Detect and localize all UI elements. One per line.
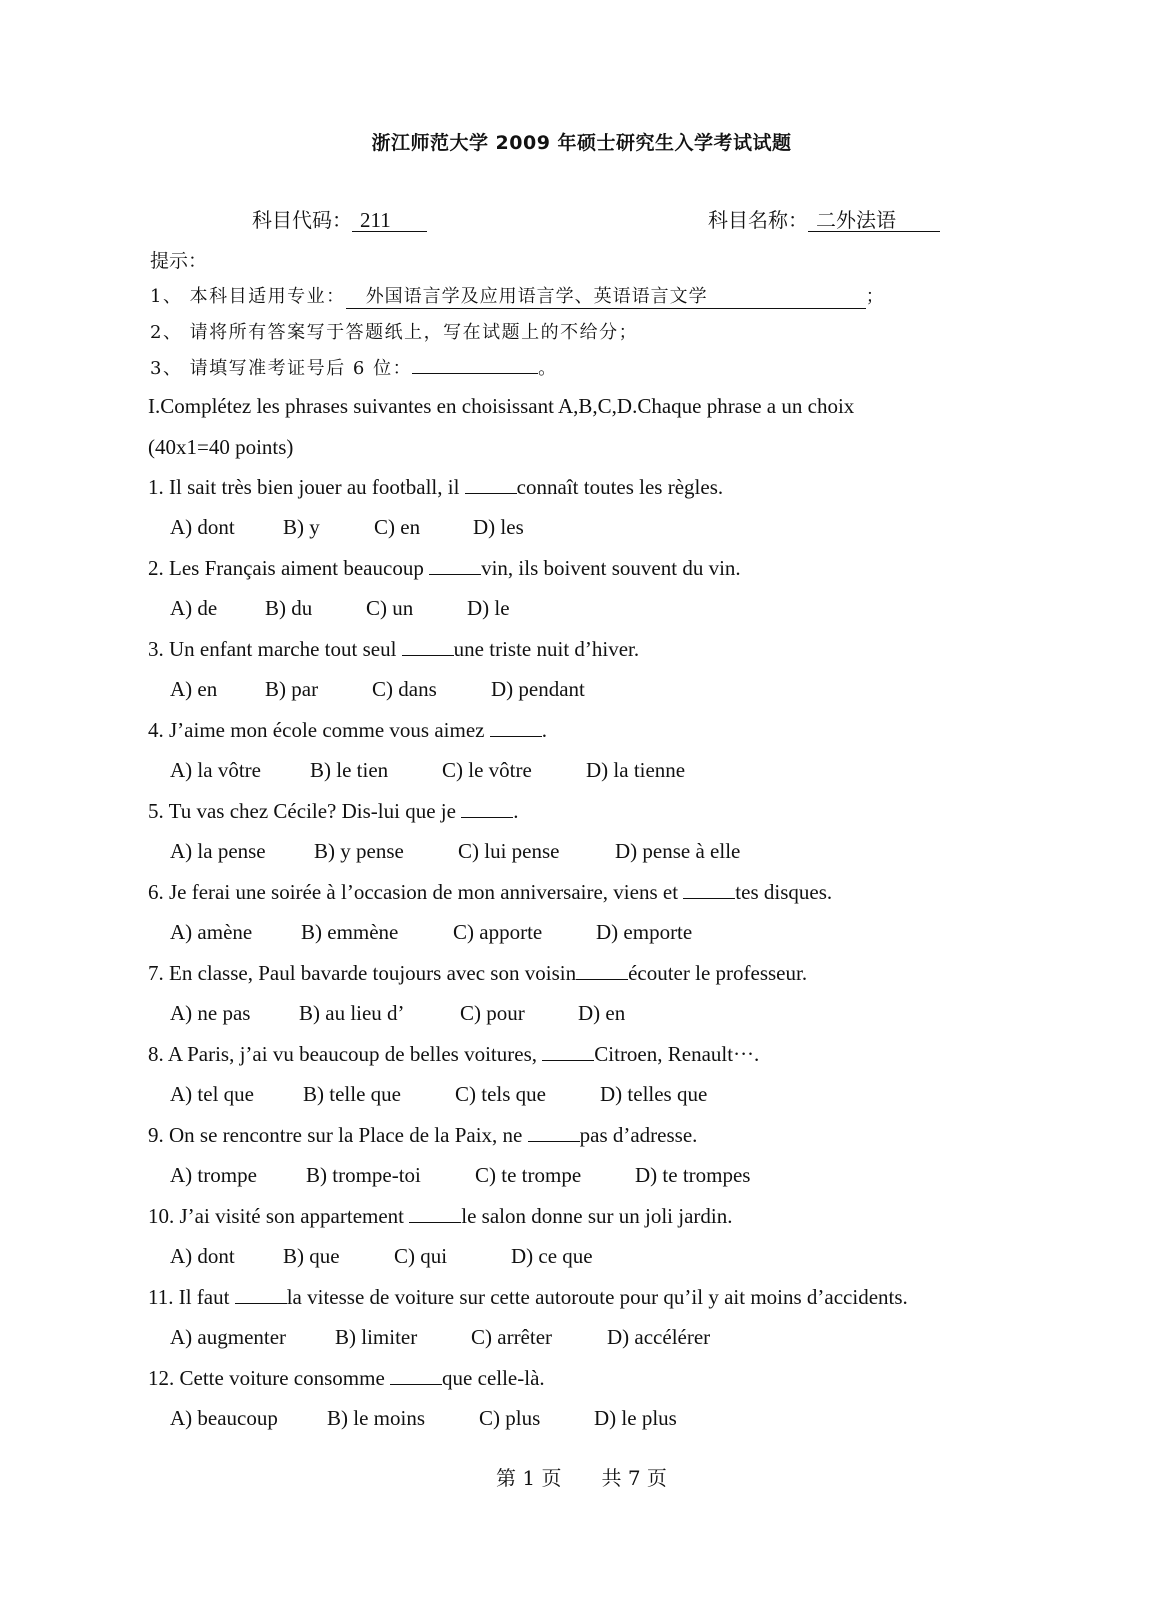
answer-blank <box>402 637 454 656</box>
answer-option[interactable]: C) un <box>366 596 414 620</box>
hint-item <box>150 354 558 380</box>
question-text <box>148 718 547 743</box>
answer-option[interactable]: B) limiter <box>335 1325 418 1349</box>
question-text-before: 11. Il faut <box>148 1285 235 1309</box>
question-text-after: écouter le professeur. <box>628 961 808 985</box>
question-text-before: 3. Un enfant marche tout seul <box>148 637 402 661</box>
answer-blank <box>235 1285 287 1304</box>
answer-option[interactable]: B) du <box>265 596 313 620</box>
exam-title: 浙江师范大学 2009 年硕士研究生入学考试试题 <box>371 132 792 154</box>
answer-option[interactable]: A) amène <box>170 920 253 944</box>
question-text-before: 1. Il sait très bien jouer au football, il <box>148 475 465 499</box>
answer-option[interactable]: B) le moins <box>327 1406 425 1430</box>
answer-blank <box>576 961 628 980</box>
answer-option[interactable]: D) ce que <box>511 1244 593 1268</box>
answer-option[interactable]: A) augmenter <box>170 1325 287 1349</box>
answer-option[interactable]: A) la vôtre <box>170 758 261 782</box>
answer-option[interactable]: C) pour <box>460 1001 525 1025</box>
section-instruction: I.Complétez les phrases suivantes en choisissant A,B,C,D.Chaque phrase a un choix <box>148 394 855 418</box>
question-text-before: 9. On se rencontre sur la Place de la Paix, ne <box>148 1123 528 1147</box>
exam-number-blank[interactable] <box>412 355 538 374</box>
question-text-after: la vitesse de voiture sur cette autoroute pour qu’il y ait moins d’accidents. <box>286 1285 908 1309</box>
answer-option[interactable]: A) dont <box>170 1244 235 1268</box>
answer-option[interactable]: B) que <box>283 1244 340 1268</box>
answer-blank <box>390 1366 442 1385</box>
answer-blank <box>429 556 481 575</box>
answer-option[interactable]: B) le tien <box>310 758 389 782</box>
answer-option[interactable]: A) ne pas <box>170 1001 251 1025</box>
question-text-after: une triste nuit d’hiver. <box>453 637 640 661</box>
question-text-before: 10. J’ai visité son appartement <box>148 1204 410 1228</box>
answer-option[interactable]: B) au lieu d’ <box>299 1001 405 1025</box>
question-text <box>148 799 518 824</box>
answer-option[interactable]: C) le vôtre <box>442 758 532 782</box>
question-text <box>148 475 723 500</box>
answer-blank <box>409 1204 461 1223</box>
answer-option[interactable]: D) le <box>467 596 510 620</box>
question-text <box>148 1285 908 1310</box>
question-text <box>148 637 639 662</box>
hint-prefix: 1、 本科目适用专业： <box>150 286 346 307</box>
question-text-before: 7. En classe, Paul bavarde toujours avec son voisin <box>148 961 577 985</box>
answer-option[interactable]: A) de <box>170 596 218 620</box>
answer-option[interactable]: B) telle que <box>303 1082 401 1106</box>
answer-option[interactable]: C) plus <box>479 1406 541 1430</box>
question-text-after: pas d’adresse. <box>579 1123 698 1147</box>
question-text <box>148 1123 697 1148</box>
hint-majors-value: 外国语言学及应用语言学、英语语言文学 <box>346 282 866 309</box>
answer-option[interactable]: D) te trompes <box>635 1163 751 1187</box>
answer-blank <box>461 799 513 818</box>
answer-option[interactable]: D) la tienne <box>586 758 686 782</box>
question-text-before: 5. Tu vas chez Cécile? Dis-lui que je <box>148 799 462 823</box>
answer-option[interactable]: D) pense à elle <box>615 839 741 863</box>
answer-option[interactable]: C) lui pense <box>458 839 560 863</box>
question-text-after: que celle-là. <box>442 1366 545 1390</box>
answer-option[interactable]: A) beaucoup <box>170 1406 278 1430</box>
question-text-before: 8. A Paris, j’ai vu beaucoup de belles voitures, <box>148 1042 543 1066</box>
answer-option[interactable]: B) emmène <box>301 920 399 944</box>
answer-option[interactable]: D) emporte <box>596 920 693 944</box>
answer-option[interactable]: C) arrêter <box>471 1325 553 1349</box>
question-text-after: connaît toutes les règles. <box>516 475 724 499</box>
subject-name-label: 科目名称： <box>708 208 808 232</box>
answer-option[interactable]: A) en <box>170 677 218 701</box>
answer-option[interactable]: D) pendant <box>491 677 585 701</box>
question-text-after: le salon donne sur un joli jardin. <box>461 1204 733 1228</box>
hint-prefix: 2、 请将所有答案写于答题纸上，写在试题上的不给分； <box>150 322 639 343</box>
page-footer: 第 1 页 共 7 页 <box>496 1466 667 1490</box>
answer-option[interactable]: B) y pense <box>314 839 404 863</box>
question-text <box>148 1204 733 1229</box>
question-text-before: 2. Les Français aiment beaucoup <box>148 556 430 580</box>
answer-option[interactable]: D) le plus <box>594 1406 677 1430</box>
question-text-before: 4. J’aime mon école comme vous aimez <box>148 718 490 742</box>
subject-name <box>708 204 940 233</box>
answer-option[interactable]: D) accélérer <box>607 1325 711 1349</box>
hint-suffix: 。 <box>538 358 558 379</box>
question-text-after: . <box>513 799 519 823</box>
answer-option[interactable]: B) par <box>265 677 319 701</box>
answer-blank <box>490 718 542 737</box>
subject-name-value: 二外法语 <box>808 209 940 232</box>
answer-option[interactable]: D) en <box>578 1001 626 1025</box>
subject-code-value: 211 <box>352 209 427 232</box>
answer-option[interactable]: C) tels que <box>455 1082 546 1106</box>
hint-suffix: ； <box>865 286 886 307</box>
answer-option[interactable]: A) la pense <box>170 839 266 863</box>
answer-option[interactable]: C) apporte <box>453 920 543 944</box>
answer-blank <box>528 1123 580 1142</box>
answer-option[interactable]: A) trompe <box>170 1163 257 1187</box>
question-text-after: . <box>541 718 547 742</box>
question-text-after: tes disques. <box>735 880 833 904</box>
question-text-after: Citroen, Renault···. <box>594 1042 760 1066</box>
answer-option[interactable]: B) trompe-toi <box>306 1163 421 1187</box>
answer-option[interactable]: C) qui <box>394 1244 448 1268</box>
answer-option[interactable]: A) tel que <box>170 1082 254 1106</box>
subject-code <box>252 204 427 233</box>
hint-prefix: 3、 请填写准考证号后 6 位： <box>150 358 413 379</box>
answer-option[interactable]: D) les <box>473 515 524 539</box>
question-text <box>148 1042 759 1067</box>
answer-option[interactable]: B) y <box>283 515 320 539</box>
answer-blank <box>542 1042 594 1061</box>
question-text <box>148 961 807 986</box>
answer-option[interactable]: C) te trompe <box>475 1163 582 1187</box>
question-text <box>148 1366 545 1391</box>
answer-option[interactable]: C) en <box>374 515 421 539</box>
hint-item <box>150 282 885 309</box>
question-text-after: vin, ils boivent souvent du vin. <box>481 556 741 580</box>
question-text-before: 12. Cette voiture consomme <box>148 1366 391 1390</box>
question-text-before: 6. Je ferai une soirée à l’occasion de mon anniversaire, viens et <box>148 880 684 904</box>
subject-code-label: 科目代码： <box>252 208 352 232</box>
answer-blank <box>465 475 517 494</box>
question-text <box>148 880 832 905</box>
answer-option[interactable]: A) dont <box>170 515 235 539</box>
answer-option[interactable]: C) dans <box>372 677 437 701</box>
hints-title: 提示： <box>150 250 208 272</box>
question-text <box>148 556 741 581</box>
hint-item <box>150 318 638 344</box>
answer-option[interactable]: D) telles que <box>600 1082 708 1106</box>
section-points: (40x1=40 points) <box>148 435 294 459</box>
answer-blank <box>683 880 735 899</box>
